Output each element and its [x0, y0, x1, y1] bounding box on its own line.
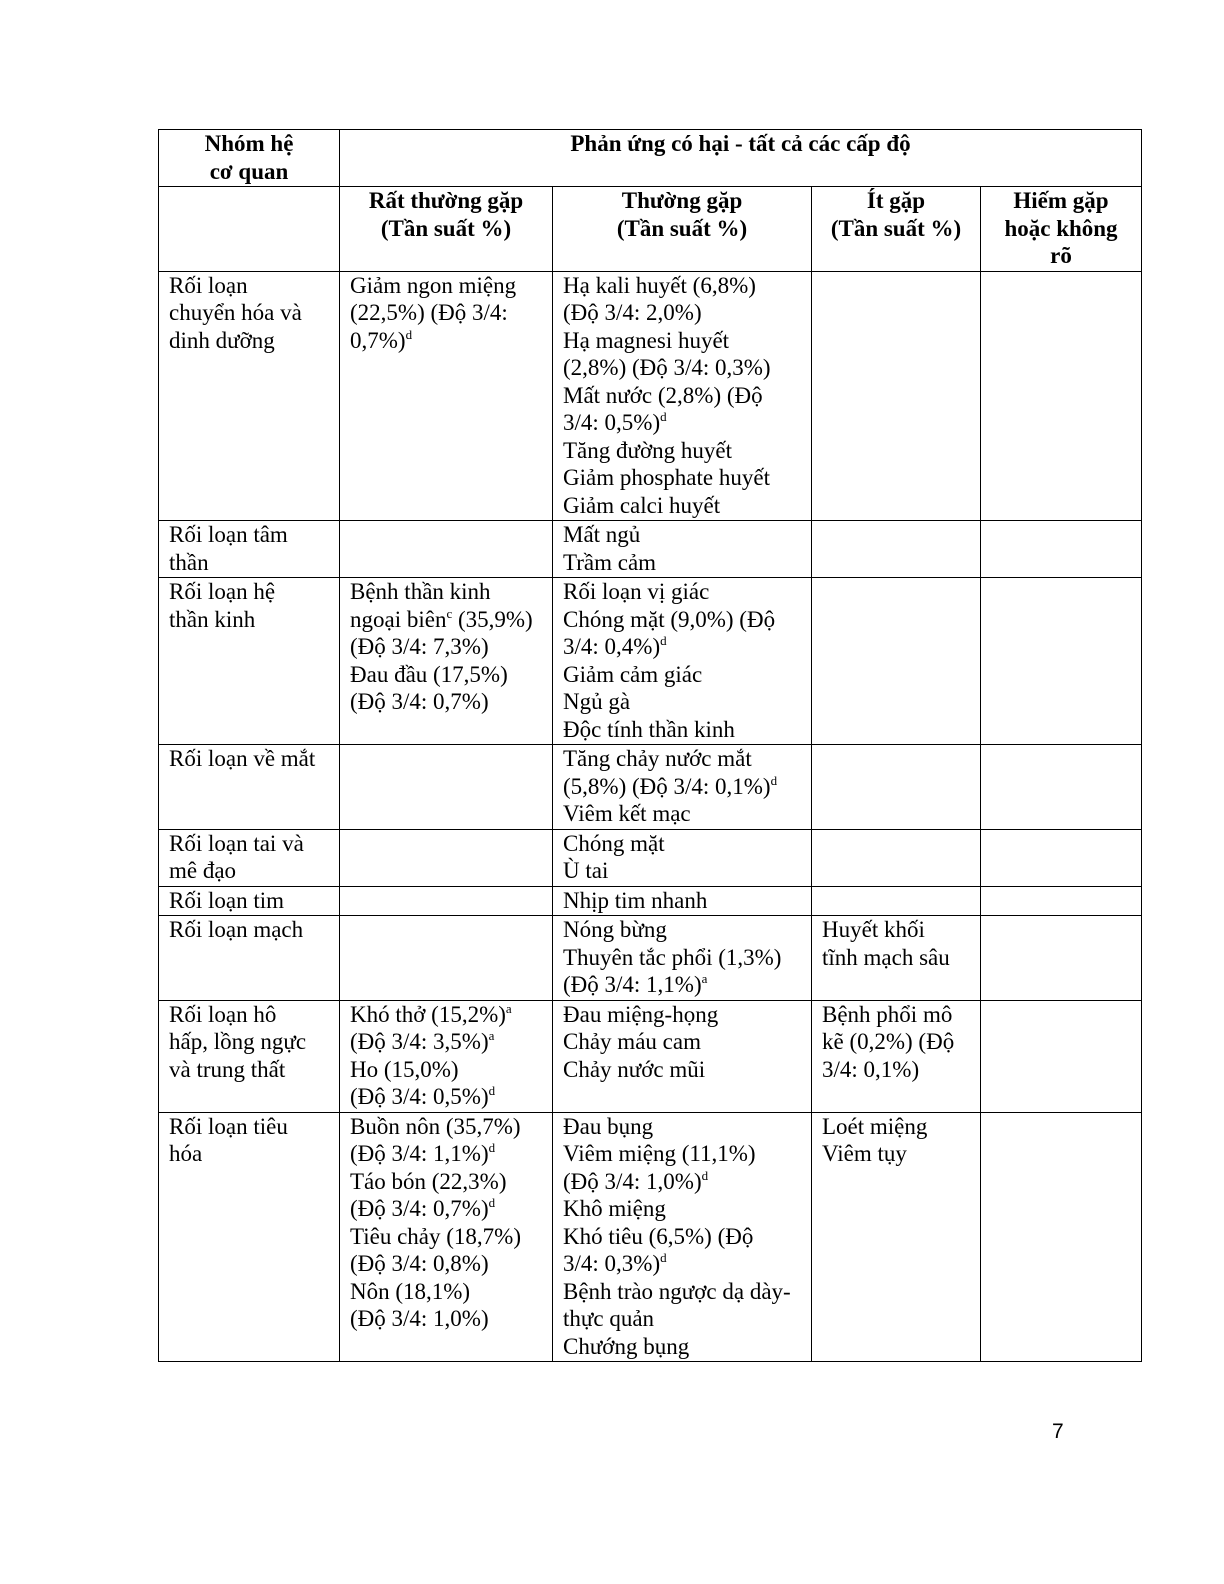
cell-line [350, 1056, 542, 1084]
rare-cell [981, 271, 1142, 521]
very-common-cell [340, 745, 553, 830]
cell-line: Rối loạn mạch [169, 917, 304, 942]
reactions-title-header [340, 130, 1142, 187]
organ-cell [159, 1112, 340, 1362]
cell-line [563, 773, 801, 801]
cell-text: (Độ 3/4: 0,7%) [350, 689, 489, 714]
cell-text: Bệnh thần kinh [350, 579, 491, 604]
cell-line [563, 464, 801, 492]
cell-line: Rối loạn về mắt [169, 746, 316, 771]
cell-text: Bệnh phổi mô [822, 1001, 953, 1027]
cell-text: (35,9%) [452, 606, 533, 632]
cell-text: Táo bón (22,3%) [350, 1168, 507, 1194]
cell-text: (22,5%) (Độ 3/4: [350, 300, 508, 325]
very-common-header [340, 187, 553, 272]
cell-line [563, 299, 801, 327]
cell-line [563, 1001, 801, 1029]
cell-line [563, 1250, 801, 1278]
header-line: (Tần suất %) [616, 215, 748, 241]
cell-text: Đau miệng-họng [563, 1001, 719, 1027]
cell-text: 0,7%) [350, 327, 406, 353]
footnote-marker: d [701, 1167, 709, 1183]
header-line: rõ [1050, 243, 1072, 268]
rare-cell [981, 578, 1142, 745]
cell-text: Nôn (18,1%) [350, 1278, 471, 1304]
cell-line [822, 1113, 970, 1141]
cell-line [563, 549, 801, 577]
cell-line: chuyển hóa và [169, 300, 302, 325]
cell-text: Đau đầu (17,5%) [350, 661, 508, 687]
cell-line [563, 1223, 801, 1251]
cell-line [563, 688, 801, 716]
cell-line [563, 492, 801, 520]
cell-text: Chảy máu cam [563, 1029, 701, 1054]
cell-text: tĩnh mạch sâu [822, 944, 950, 970]
common-cell [553, 578, 812, 745]
footnote-marker: d [488, 1083, 496, 1098]
cell-text: 3/4: 0,5%) [563, 410, 661, 435]
cell-line: Rối loạn tâm [169, 522, 288, 547]
cell-text: Bệnh trào ngược dạ dày- [563, 1278, 791, 1304]
cell-text: Mất nước (2,8%) (Độ [563, 382, 763, 408]
footnote-marker: d [660, 1250, 667, 1265]
header-line: (Tần suất %) [830, 215, 962, 241]
cell-text: Khó thở (15,2%) [350, 1001, 506, 1027]
organ-cell [159, 916, 340, 1001]
cell-text: Chóng mặt [563, 830, 665, 856]
cell-text: Nhịp tim nhanh [563, 887, 708, 913]
footnote-marker: a [488, 1028, 495, 1043]
cell-line: Rối loạn tim [169, 887, 284, 913]
empty-header-cell [159, 187, 340, 272]
very-common-cell [340, 829, 553, 886]
table-row [159, 578, 1142, 745]
cell-line [350, 633, 542, 661]
cell-line [350, 1250, 542, 1278]
uncommon-cell [812, 521, 981, 578]
cell-line: Rối loạn tiêu [169, 1113, 288, 1139]
header-line: (Tần suất %) [380, 215, 512, 241]
rare-cell [981, 829, 1142, 886]
cell-line [563, 1113, 801, 1141]
cell-line [350, 1195, 542, 1223]
organ-cell [159, 271, 340, 521]
footnote-marker: a [505, 1000, 512, 1016]
table-row [159, 916, 1142, 1001]
cell-text: Ngủ gà [563, 689, 631, 714]
cell-line [563, 606, 801, 634]
rare-cell [981, 521, 1142, 578]
table-row [159, 745, 1142, 830]
cell-line [350, 688, 542, 716]
rare-cell [981, 1112, 1142, 1362]
cell-line [563, 521, 801, 549]
cell-text: (Độ 3/4: 1,1%) [563, 972, 702, 997]
cell-line [563, 272, 801, 300]
table-row [159, 829, 1142, 886]
cell-line [350, 1223, 542, 1251]
common-cell [553, 745, 812, 830]
cell-line [350, 272, 542, 300]
cell-text: Giảm cảm giác [563, 661, 703, 687]
cell-text: Hạ magnesi huyết [563, 327, 730, 353]
cell-line [563, 354, 801, 382]
header-line: cơ quan [209, 158, 289, 184]
cell-text: Buồn nôn (35,7%) [350, 1113, 521, 1139]
cell-text: (Độ 3/4: 3,5%) [350, 1029, 489, 1054]
cell-line [822, 916, 970, 944]
table-row [159, 1000, 1142, 1112]
cell-text: Độc tính thần kinh [563, 716, 735, 742]
cell-line [563, 1195, 801, 1223]
cell-line: Rối loạn hệ [169, 579, 276, 604]
cell-line [563, 857, 801, 885]
uncommon-cell [812, 829, 981, 886]
cell-line [350, 1168, 542, 1196]
common-cell [553, 521, 812, 578]
cell-line: Rối loạn tai và [169, 830, 304, 856]
cell-text: Đau bụng [563, 1113, 654, 1139]
cell-text: kẽ (0,2%) (Độ [822, 1029, 955, 1054]
cell-line [350, 1113, 542, 1141]
cell-line [350, 661, 542, 689]
cell-text: Loét miệng [822, 1113, 928, 1139]
cell-text: Thuyên tắc phổi (1,3%) [563, 944, 782, 970]
cell-line [563, 578, 801, 606]
cell-line [563, 971, 801, 999]
cell-line [563, 916, 801, 944]
cell-text: (Độ 3/4: 1,0%) [350, 1306, 489, 1331]
cell-text: Chướng bụng [563, 1333, 690, 1359]
cell-line: mê đạo [169, 858, 237, 883]
cell-text: 3/4: 0,4%) [563, 634, 661, 659]
cell-line [563, 1028, 801, 1056]
cell-text: Viêm miệng (11,1%) [563, 1141, 756, 1166]
cell-line [563, 1056, 801, 1084]
cell-line: thần [169, 549, 209, 575]
footnote-marker: d [660, 633, 667, 648]
header-line: Rất thường gặp [368, 188, 524, 213]
cell-line [563, 437, 801, 465]
rare-cell [981, 916, 1142, 1001]
cell-text: thực quản [563, 1306, 655, 1331]
cell-text: 3/4: 0,3%) [563, 1251, 661, 1276]
page-number: 7 [1052, 1420, 1064, 1443]
table-row [159, 521, 1142, 578]
cell-text: (Độ 3/4: 0,5%) [350, 1084, 489, 1109]
common-cell [553, 271, 812, 521]
footnote-marker: d [488, 1140, 496, 1155]
cell-line [350, 327, 542, 355]
cell-line [563, 944, 801, 972]
header-line: Ít gặp [866, 188, 926, 213]
cell-line [563, 745, 801, 773]
cell-text: Giảm ngon miệng [350, 272, 517, 298]
table-header [159, 130, 1142, 272]
cell-text: Ho (15,0%) [350, 1056, 459, 1082]
cell-text: 3/4: 0,1%) [822, 1056, 920, 1082]
cell-line [822, 944, 970, 972]
organ-group-header [159, 130, 340, 187]
very-common-cell [340, 1000, 553, 1112]
common-cell [553, 916, 812, 1001]
cell-text: Mất ngủ [563, 522, 641, 547]
header-line: Phản ứng có hại - tất cả các cấp độ [570, 131, 911, 156]
cell-line [350, 1140, 542, 1168]
cell-line: Rối loạn [169, 272, 248, 298]
common-cell [553, 829, 812, 886]
cell-text: Huyết khối [822, 917, 925, 942]
organ-cell [159, 521, 340, 578]
footnote-marker: c [446, 605, 453, 621]
uncommon-cell [812, 916, 981, 1001]
adverse-reactions-table [158, 129, 1142, 1362]
cell-text: (Độ 3/4: 0,8%) [350, 1251, 489, 1276]
common-cell [553, 1000, 812, 1112]
header-line: Hiếm gặp [1013, 188, 1109, 213]
cell-text: (Độ 3/4: 1,0%) [563, 1168, 702, 1194]
cell-text: (2,8%) (Độ 3/4: 0,3%) [563, 355, 771, 380]
cell-text: Tiêu chảy (18,7%) [350, 1223, 521, 1249]
cell-text: (Độ 3/4: 0,7%) [350, 1196, 489, 1221]
very-common-cell [340, 578, 553, 745]
uncommon-header [812, 187, 981, 272]
cell-text: Chảy nước mũi [563, 1056, 706, 1082]
uncommon-cell [812, 578, 981, 745]
cell-line [350, 1278, 542, 1306]
cell-line: dinh dưỡng [169, 327, 275, 353]
cell-line [563, 1168, 801, 1196]
table-row [159, 271, 1142, 521]
organ-cell [159, 1000, 340, 1112]
cell-text: Giảm calci huyết [563, 492, 721, 518]
organ-cell [159, 745, 340, 830]
cell-line [563, 409, 801, 437]
cell-line [563, 1305, 801, 1333]
cell-line [563, 800, 801, 828]
organ-cell [159, 829, 340, 886]
header-line: Thường gặp [621, 188, 743, 213]
cell-text: Ù tai [563, 858, 609, 883]
very-common-cell [340, 1112, 553, 1362]
cell-line: thần kinh [169, 606, 256, 632]
cell-text: Trầm cảm [563, 549, 657, 575]
cell-line [563, 716, 801, 744]
cell-line [350, 578, 542, 606]
cell-text: (5,8%) (Độ 3/4: 0,1%) [563, 773, 771, 799]
very-common-cell [340, 916, 553, 1001]
cell-text: Nóng bừng [563, 917, 667, 942]
very-common-cell [340, 886, 553, 916]
cell-text: Rối loạn vị giác [563, 579, 710, 604]
cell-text: Khô miệng [563, 1196, 666, 1221]
cell-line: Rối loạn hô [169, 1001, 277, 1027]
cell-line [350, 1028, 542, 1056]
cell-line [563, 830, 801, 858]
rare-cell [981, 745, 1142, 830]
cell-text: Chóng mặt (9,0%) (Độ [563, 606, 776, 632]
cell-line: hấp, lồng ngực [169, 1029, 307, 1054]
common-header [553, 187, 812, 272]
cell-text: ngoại biên [350, 606, 447, 632]
rare-cell [981, 886, 1142, 916]
footnote-marker: d [770, 772, 778, 788]
cell-line [563, 1140, 801, 1168]
cell-line [563, 327, 801, 355]
table-body [159, 271, 1142, 1362]
table-row [159, 1112, 1142, 1362]
common-cell [553, 886, 812, 916]
cell-line [350, 1305, 542, 1333]
cell-text: Viêm kết mạc [563, 801, 691, 826]
cell-text: (Độ 3/4: 2,0%) [563, 300, 702, 325]
cell-line [822, 1056, 970, 1084]
cell-text: Giảm phosphate huyết [563, 465, 770, 490]
uncommon-cell [812, 271, 981, 521]
cell-line [563, 1333, 801, 1361]
cell-line [563, 887, 801, 915]
cell-text: Tăng chảy nước mắt [563, 746, 752, 771]
cell-line [563, 661, 801, 689]
table-row [159, 886, 1142, 916]
cell-line: và trung thất [169, 1056, 286, 1082]
cell-text: Viêm tụy [822, 1141, 907, 1166]
cell-line [350, 299, 542, 327]
cell-text: (Độ 3/4: 7,3%) [350, 634, 489, 659]
cell-text: Hạ kali huyết (6,8%) [563, 272, 756, 298]
uncommon-cell [812, 886, 981, 916]
rare-header [981, 187, 1142, 272]
header-line: Nhóm hệ [204, 131, 294, 156]
footnote-marker: d [405, 326, 413, 342]
cell-line [563, 382, 801, 410]
footnote-marker: d [488, 1195, 496, 1210]
common-cell [553, 1112, 812, 1362]
cell-line [563, 1278, 801, 1306]
cell-text: (Độ 3/4: 1,1%) [350, 1141, 489, 1166]
cell-line: hóa [169, 1141, 203, 1166]
cell-line [350, 1001, 542, 1029]
cell-line [822, 1140, 970, 1168]
very-common-cell [340, 521, 553, 578]
organ-cell [159, 886, 340, 916]
uncommon-cell [812, 745, 981, 830]
organ-cell [159, 578, 340, 745]
cell-text: Tăng đường huyết [563, 437, 732, 463]
header-line: hoặc không [1004, 215, 1118, 241]
cell-line [350, 1083, 542, 1111]
cell-line [822, 1001, 970, 1029]
cell-line [822, 1028, 970, 1056]
rare-cell [981, 1000, 1142, 1112]
cell-line [350, 606, 542, 634]
cell-line [563, 633, 801, 661]
uncommon-cell [812, 1112, 981, 1362]
very-common-cell [340, 271, 553, 521]
uncommon-cell [812, 1000, 981, 1112]
footnote-marker: a [701, 971, 708, 986]
footnote-marker: d [660, 409, 667, 424]
cell-text: Khó tiêu (6,5%) (Độ [563, 1223, 754, 1249]
